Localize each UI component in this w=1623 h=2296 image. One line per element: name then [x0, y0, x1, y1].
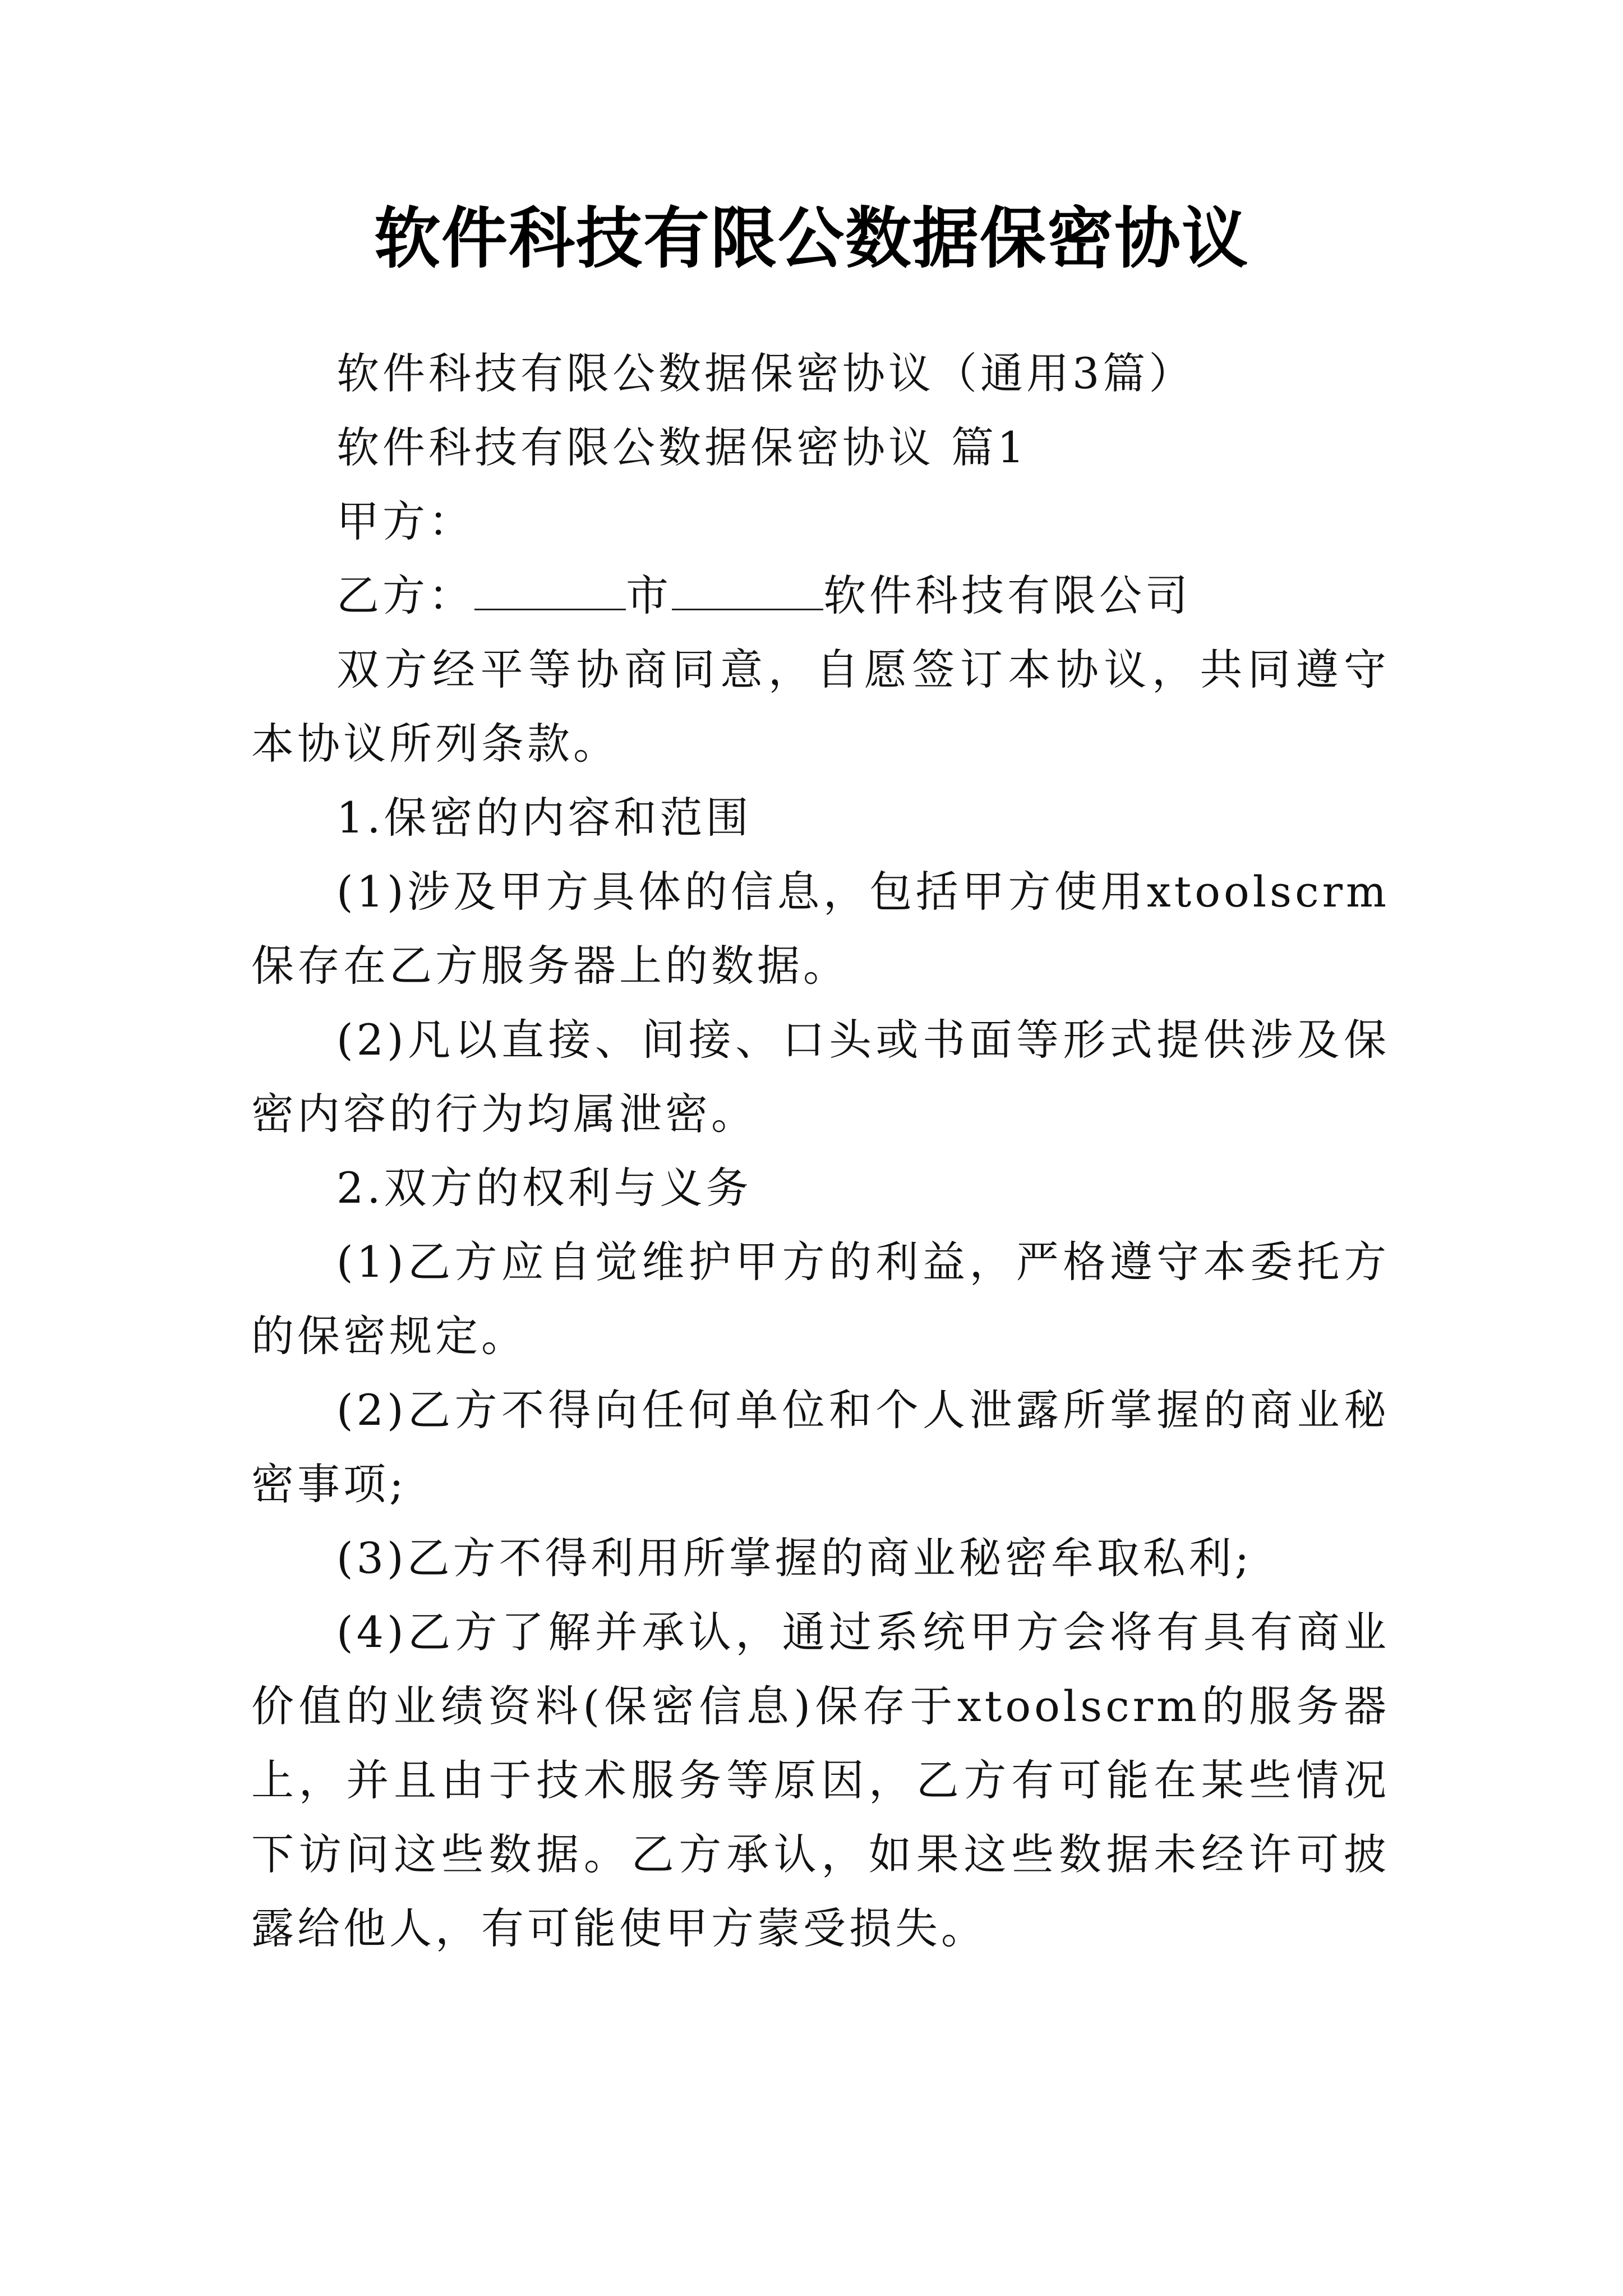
paragraph-agreement-intro: 双方经平等协商同意，自愿签订本协议，共同遵守本协议所列条款。: [251, 645, 1390, 769]
heading-confidential-scope: 1.保密的内容和范围: [336, 793, 752, 843]
clause-2-3: (3)乙方不得利用所掌握的商业秘密牟取私利;: [336, 1533, 1253, 1583]
party-b-line: [251, 559, 1390, 633]
party-a-line: 甲方：: [336, 496, 474, 546]
heading-rights-obligations: 2.双方的权利与义务: [336, 1163, 752, 1213]
city-blank-field: [474, 569, 626, 610]
clause-2-4: (4)乙方了解并承认，通过系统甲方会将有具有商业价值的业绩资料(保密信息)保存于xtoolscrm的服务器上，并且由于技术服务等原因，乙方有可能在某些情况下访问这些数据。乙方承认，如果这些数据未经许可披露给他人，有可能使甲方蒙受损失。: [251, 1607, 1390, 1953]
document-title: 软件科技有限公数据保密协议: [374, 199, 1249, 277]
clause-1-2: (2)凡以直接、间接、口头或书面等形式提供涉及保密内容的行为均属泄密。: [251, 1015, 1390, 1139]
clause-2-1: (1)乙方应自觉维护甲方的利益，严格遵守本委托方的保密规定。: [251, 1237, 1390, 1361]
party-b-company-suffix: 软件科技有限公司: [823, 570, 1191, 620]
section-heading: 软件科技有限公数据保密协议 篇1: [336, 422, 1028, 472]
clause-1-1: (1)涉及甲方具体的信息，包括甲方使用xtoolscrm保存在乙方服务器上的数据。: [251, 867, 1390, 991]
document-subtitle: 软件科技有限公数据保密协议（通用3篇）: [336, 348, 1195, 398]
document-body: [251, 337, 1390, 1966]
party-b-city-suffix: 市: [626, 570, 672, 620]
clause-2-2: (2)乙方不得向任何单位和个人泄露所掌握的商业秘密事项;: [251, 1385, 1390, 1509]
party-b-prefix: 乙方：: [336, 570, 474, 620]
company-blank-field: [672, 569, 823, 610]
